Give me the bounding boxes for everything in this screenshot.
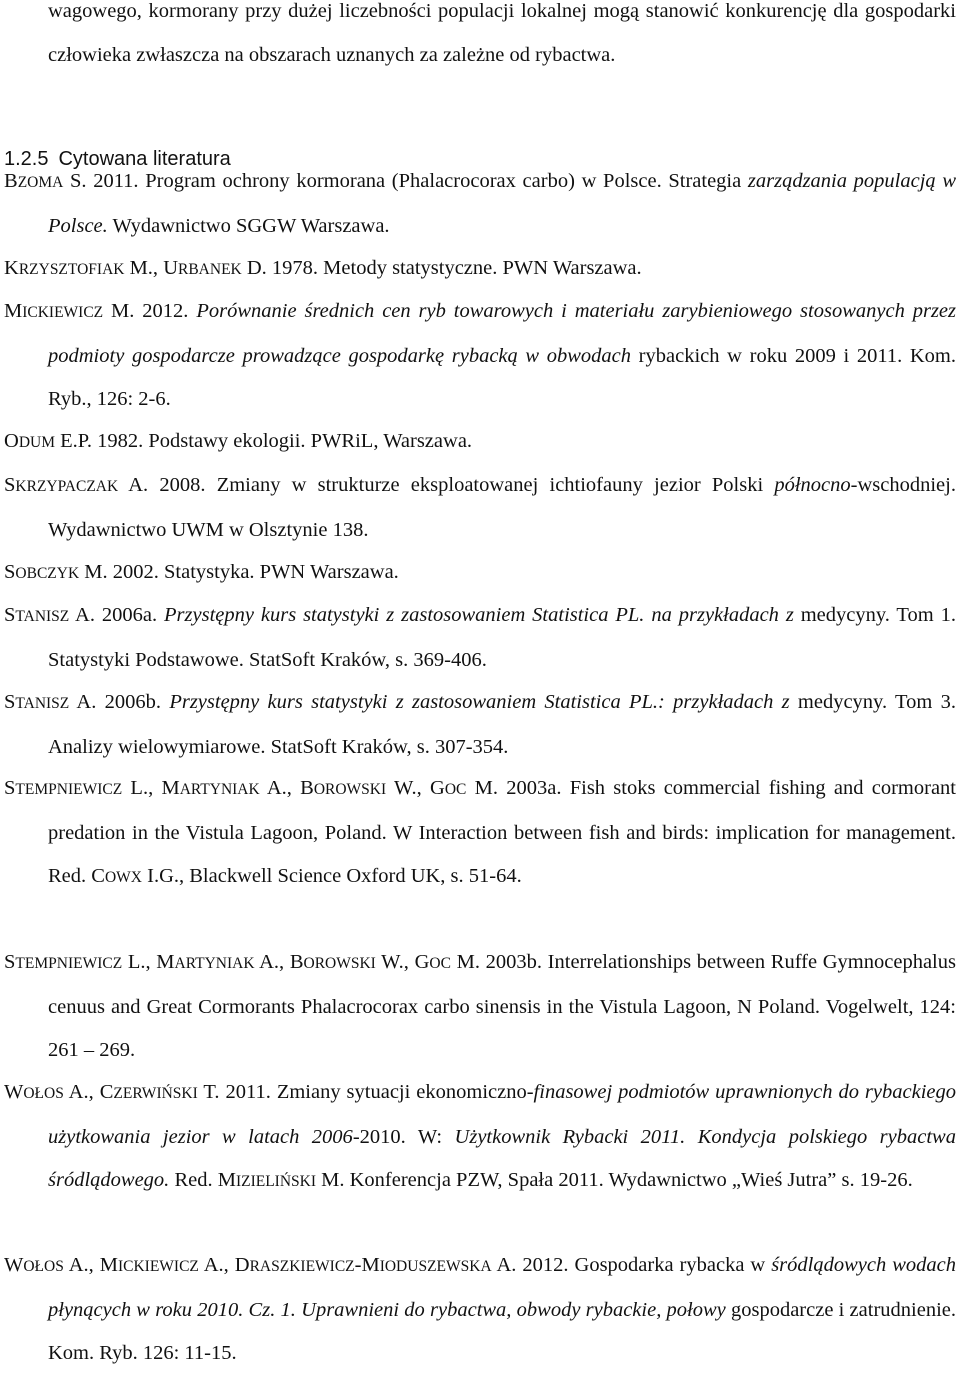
author-name: CZERWIŃSKI <box>99 1081 198 1103</box>
reference-text: T. 2011. <box>197 1081 277 1103</box>
reference-text: A., <box>63 1254 100 1276</box>
reference-text: Zmiany sytuacji ekonomiczno- <box>276 1081 534 1103</box>
reference-text: - <box>354 1254 362 1276</box>
reference-text: Metody statystyczne. PWN Warszawa. <box>323 257 642 279</box>
reference-text: Program ochrony kormorana (Phalacrocorax carbo) w Polsce. Strategia <box>145 170 748 192</box>
reference-text: A., <box>254 951 290 973</box>
author-name: MICKIEWICZ <box>99 1254 199 1276</box>
reference-entry <box>4 1071 956 1204</box>
reference-entry <box>4 290 956 422</box>
reference-text: Gospodarka rybacka w <box>574 1254 772 1276</box>
reference-entry <box>4 767 956 900</box>
author-name: BZOMA <box>4 170 64 192</box>
reference-text: A. 2006a. <box>69 604 165 626</box>
author-name: URBANEK <box>163 257 242 279</box>
reference-text: A., <box>259 777 301 799</box>
reference-text: A. 2008. <box>118 474 217 496</box>
reference-text: A., <box>63 1081 100 1103</box>
author-name: KRZYSZTOFIAK <box>4 257 125 279</box>
reference-title-text: północno <box>774 474 851 496</box>
reference-text: A. 2006b. <box>69 691 170 713</box>
author-name: GOC <box>430 777 467 799</box>
reference-text: M. 2002. <box>79 561 164 583</box>
intro-paragraph <box>48 0 956 77</box>
author-name: SOBCZYK <box>4 561 80 583</box>
section-title: Cytowana literatura <box>58 148 231 170</box>
reference-title-text: Przystępny kurs statystyki z zastosowaniem Statistica PL. <box>164 604 645 626</box>
author-name: MARTYNIAK <box>161 777 260 799</box>
reference-text: E.P. 1982. <box>54 430 149 452</box>
reference-title-text: Użytkownik Rybacki 2011. Kondycja polskiego rybactwa śródlądowego. <box>48 1125 956 1191</box>
reference-entry <box>4 594 956 682</box>
reference-text: M. 2003a. <box>466 777 570 799</box>
reference-text: medycyny. Tom 1. Statystyki Podstawowe. StatSoft Kraków, s. 369-406. <box>48 604 956 671</box>
author-name: STANISZ <box>4 691 70 713</box>
author-name: STANISZ <box>4 604 70 626</box>
reference-entry <box>4 1244 956 1376</box>
intro-line: od rybactwa. <box>509 43 616 66</box>
author-name: SKRZYPACZAK <box>4 474 119 496</box>
reference-text: Wydawnictwo SGGW Warszawa. <box>107 214 390 237</box>
reference-text: gospodarcze i zatrudnienie. Kom. Ryb. 126: 11-15. <box>48 1298 956 1364</box>
reference-entry <box>4 941 956 1073</box>
intro-line: wagowego, kormorany przy dużej liczebności populacji lokalnej mogą stanowić <box>48 0 719 22</box>
reference-entry <box>4 551 956 596</box>
reference-entry <box>4 681 956 769</box>
author-name: BOROWSKI <box>300 777 387 799</box>
reference-text: rybackich w roku 2009 i 2011. Kom. Ryb., 126: 2-6. <box>48 344 956 410</box>
reference-text: M. 2012. <box>103 300 197 322</box>
reference-title-text: finasowej podmiotów uprawnionych do rybackiego użytkowania jezior w latach 2006 <box>48 1081 956 1148</box>
author-name: WOŁOS <box>4 1254 64 1276</box>
reference-text: D. 1978. <box>241 257 324 279</box>
author-name: STEMPNIEWICZ <box>4 951 123 973</box>
reference-entry <box>4 464 956 552</box>
reference-text: W., <box>375 951 415 973</box>
reference-entry <box>4 247 956 292</box>
author-name: MARTYNIAK <box>156 951 255 973</box>
reference-text: Fish stoks commercial fishing and cormorant predation in the Vistula Lagoon, Poland. W Interaction between fish and birds: implication for management. Red. <box>48 777 956 887</box>
section-number: 1.2.5 <box>4 148 49 170</box>
reference-text: W., <box>386 777 431 799</box>
reference-text: medycyny. Tom 3. Analizy wielowymiarowe. StatSoft Kraków, s. 307-354. <box>48 691 956 758</box>
reference-title-text: Porównanie średnich cen ryb towarowych i materiału zarybieniowego stosowanych przez podmioty gospodarcze prowadzące gospodarkę rybacką w obwodach <box>48 300 957 367</box>
reference-text: Zmiany w strukturze eksploatowanej ichtiofauny jezior Polski <box>216 474 775 496</box>
author-name: WOŁOS <box>4 1081 64 1103</box>
reference-entry <box>4 420 956 465</box>
reference-title-text: Przystępny kurs statystyki z zastosowaniem Statistica PL. <box>169 691 659 713</box>
reference-text: M. Konferencja PZW, Spała 2011. Wydawnictwo „Wieś Jutra” s. 19-26. <box>316 1169 913 1191</box>
reference-title-text: zarządzania populacją w Polsce. <box>48 170 956 237</box>
author-name: BOROWSKI <box>289 951 376 973</box>
reference-text: Interrelationships between Ruffe Gymnocephalus cenuus and Great Cormorants Phalacrocorax carbo sinensis in the Vistula Lagoon, N Poland. Vogelwelt, 124: 261 – 269. <box>48 951 956 1061</box>
author-name: STEMPNIEWICZ <box>4 777 123 799</box>
reference-text: L., <box>122 777 162 799</box>
author-name: COWX <box>91 865 142 887</box>
reference-text: I.G., Blackwell Science Oxford UK, s. 51-64. <box>142 865 522 887</box>
reference-text: Podstawy ekologii. PWRiL, Warszawa. <box>148 430 473 452</box>
reference-text: Red. <box>169 1169 218 1191</box>
reference-entry <box>4 160 956 248</box>
reference-text: A. 2012. <box>491 1254 575 1276</box>
reference-text: A., <box>198 1254 235 1276</box>
reference-text: Statystyka. PWN Warszawa. <box>164 561 399 583</box>
reference-text: -2010. W: <box>352 1125 455 1148</box>
reference-title-text: na przykładach z <box>644 604 794 626</box>
reference-title-text: śródlądowych wodach płynących w roku 2010. Cz. 1. Uprawnieni do rybactwa, obwody rybackie, połowy <box>48 1254 956 1321</box>
reference-text: S. 2011. <box>63 170 146 192</box>
reference-text: M., <box>124 257 164 279</box>
author-name: DRASZKIEWICZ <box>234 1254 355 1276</box>
reference-text: -wschodniej. Wydawnictwo UWM w Olsztynie 138. <box>48 474 956 541</box>
author-name: ODUM <box>4 430 55 452</box>
reference-text: L., <box>122 951 157 973</box>
reference-text: M. 2003b. <box>450 951 548 973</box>
intro-line: konkurencję dla gospodarki człowieka zwłaszcza na obszarach uznanych za zależne <box>48 0 956 66</box>
author-name: MIODUSZEWSKA <box>361 1254 492 1276</box>
reference-title-text: : przykładach z <box>658 691 790 713</box>
author-name: MIZIELIŃSKI <box>217 1169 317 1191</box>
author-name: MICKIEWICZ <box>4 300 104 322</box>
author-name: GOC <box>414 951 451 973</box>
